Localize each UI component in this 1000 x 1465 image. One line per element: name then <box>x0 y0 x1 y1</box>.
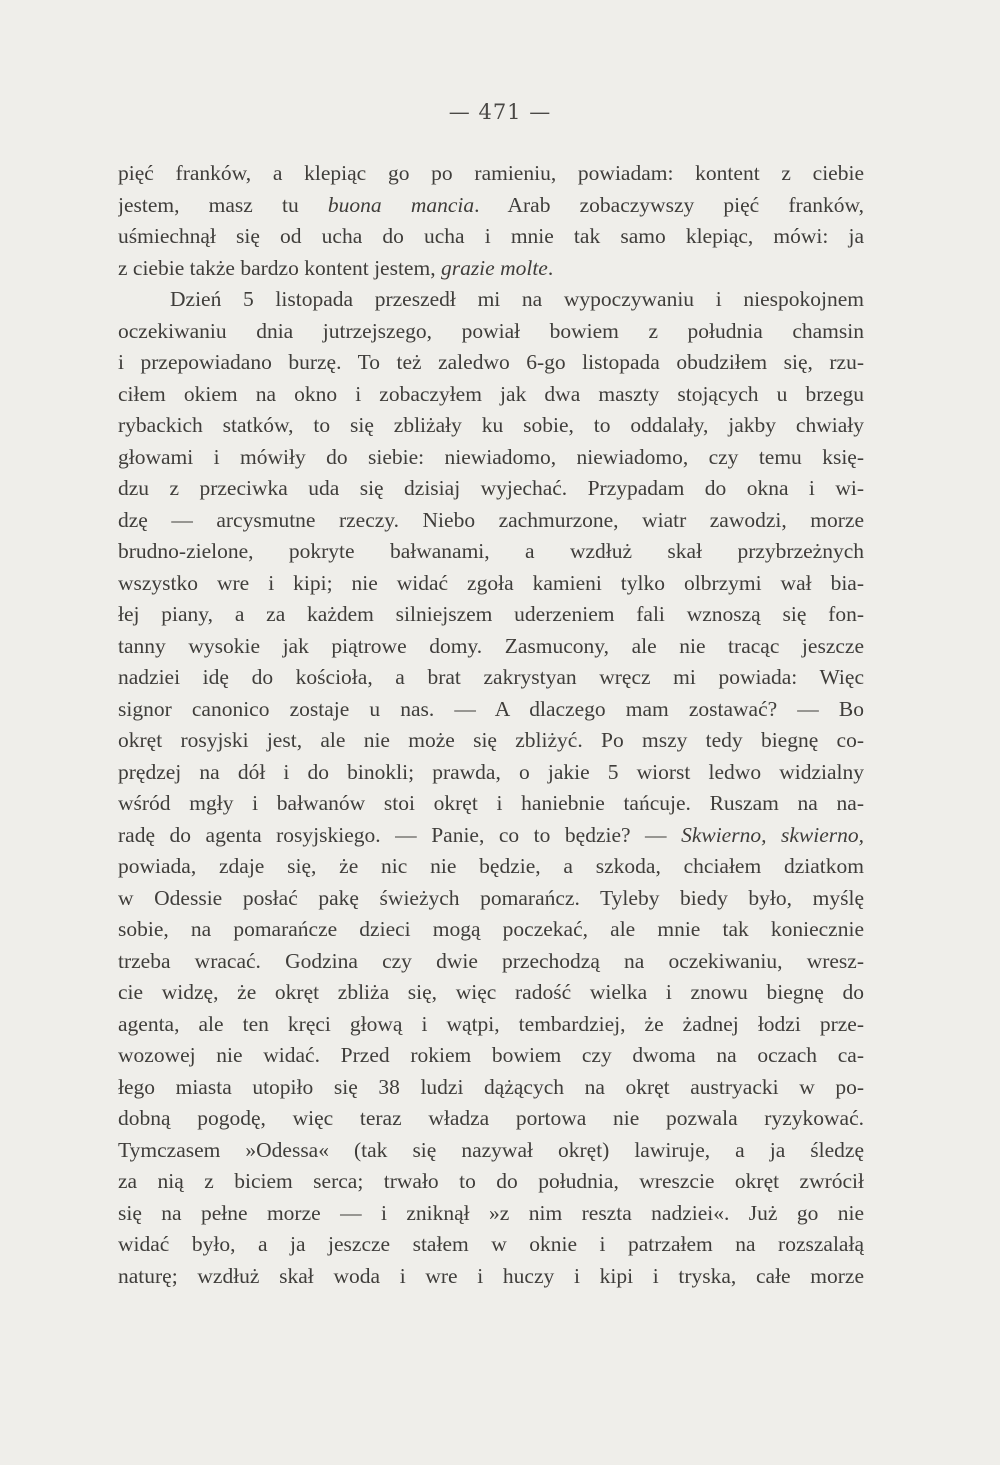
text-segment: signor canonico zostaje u nas. — A dlaczego mam zostawać? — Bo <box>118 696 864 721</box>
text-line <box>118 253 864 285</box>
text-line <box>118 820 864 852</box>
text-segment: dobną pogodę, więc teraz władza portowa nie pozwala ryzykować. <box>118 1106 864 1130</box>
text-segment: cie widzę, że okręt zbliża się, więc radość wielka i znowu biegnę do <box>118 980 864 1004</box>
text-segment: oczekiwaniu dnia jutrzejszego, powiał bowiem z południa chamsin <box>118 318 864 343</box>
text-line <box>118 1135 864 1167</box>
text-line <box>118 1261 864 1293</box>
text-segment: i przepowiadano burzę. To też zaledwo 6-go listopada obudziłem się, rzu- <box>118 350 864 374</box>
text-segment: okręt rosyjski jest, ale nie może się zbliżyć. Po mszy tedy biegnę co- <box>118 728 864 752</box>
text-line <box>118 788 864 820</box>
text-line <box>118 977 864 1009</box>
text-segment: powiada, zdaje się, że nic nie będzie, a szkoda, chciałem dziatkom <box>118 854 864 878</box>
text-segment: głowami i mówiły do siebie: niewiadomo, niewiadomo, czy temu księ- <box>118 444 864 469</box>
text-line <box>118 914 864 946</box>
text-segment: . <box>547 255 554 280</box>
text-line <box>118 190 864 222</box>
text-segment: wśród mgły i bałwanów stoi okręt i haniebnie tańcuje. Ruszam na na- <box>118 791 864 815</box>
text-segment: rybackich statków, to się zbliżały ku sobie, to oddalały, jakby chwiały <box>118 413 864 437</box>
body-text <box>118 158 864 1292</box>
text-segment: dzę — arcysmutne rzeczy. Niebo zachmurzone, wiatr zawodzi, morze <box>118 507 864 532</box>
italic-phrase: buona mancia <box>327 192 475 217</box>
text-segment: łej piany, a za każdem silniejszem uderzeniem fali wznoszą się fon- <box>118 602 864 626</box>
text-segment: naturę; wzdłuż skał woda i wre i huczy i kipi i tryska, całe morze <box>118 1263 864 1288</box>
text-line <box>118 662 864 694</box>
page-number: — 471 — <box>448 100 552 124</box>
text-segment: trzeba wracać. Godzina czy dwie przechodzą na oczekiwaniu, wresz- <box>118 948 864 973</box>
text-line <box>118 1198 864 1230</box>
text-segment: wozowej nie widać. Przed rokiem bowiem czy dwoma na oczach ca- <box>118 1043 864 1067</box>
text-segment: . Arab zobaczywszy pięć franków, <box>474 192 864 217</box>
text-segment: Dzień 5 listopada przeszedł mi na wypoczywaniu i niespokojnem <box>170 287 864 311</box>
text-segment: tanny wysokie jak piątrowe domy. Zasmucony, ale nie tracąc jeszcze <box>118 633 864 658</box>
text-line <box>118 158 864 190</box>
text-line <box>118 757 864 789</box>
text-line <box>118 883 864 915</box>
text-line <box>118 694 864 726</box>
text-segment: dzu z przeciwka uda się dzisiaj wyjechać. Przypadam do okna i wi- <box>118 476 864 500</box>
text-line <box>118 442 864 474</box>
text-line <box>118 1166 864 1198</box>
text-line <box>118 316 864 348</box>
text-line <box>118 1009 864 1041</box>
text-segment: prędzej na dół i do binokli; prawda, o jakie 5 wiorst ledwo widzialny <box>118 759 864 784</box>
text-line <box>118 725 864 757</box>
text-line <box>118 851 864 883</box>
text-segment: Tymczasem »Odessa« (tak się nazywał okręt) lawiruje, a ja śledzę <box>118 1137 864 1162</box>
text-line <box>118 1040 864 1072</box>
text-segment: pięć franków, a klepiąc go po ramieniu, powiadam: kontent z ciebie <box>118 161 864 185</box>
text-line <box>118 505 864 537</box>
text-segment: z ciebie także bardzo kontent jestem, <box>118 255 441 280</box>
text-segment: sobie, na pomarańcze dzieci mogą poczekać, ale mnie tak koniecznie <box>118 917 864 941</box>
text-segment: jestem, masz tu <box>118 192 328 217</box>
text-line <box>118 631 864 663</box>
text-segment: widać było, a ja jeszcze stałem w oknie i patrzałem na rozszalałą <box>118 1232 864 1256</box>
text-line <box>118 284 864 316</box>
text-segment: ciłem okiem na okno i zobaczyłem jak dwa maszty stojących u brzegu <box>118 381 864 406</box>
text-line <box>118 379 864 411</box>
text-segment: uśmiechnął się od ucha do ucha i mnie tak samo klepiąc, mówi: ja <box>118 224 864 248</box>
text-segment: w Odessie posłać pakę świeżych pomarańcz. Tyleby biedy było, myślę <box>118 885 864 910</box>
text-line <box>118 946 864 978</box>
text-line <box>118 473 864 505</box>
text-line <box>118 1072 864 1104</box>
text-line <box>118 599 864 631</box>
text-segment: wszystko wre i kipi; nie widać zgoła kamieni tylko olbrzymi wał bia- <box>118 570 864 595</box>
text-line <box>118 568 864 600</box>
text-line <box>118 347 864 379</box>
text-line <box>118 221 864 253</box>
italic-phrase: grazie molte <box>440 255 548 280</box>
text-segment: radę do agenta rosyjskiego. — Panie, co to będzie? — <box>118 822 682 847</box>
text-segment: się na pełne morze — i zniknął »z nim reszta nadziei«. Już go nie <box>118 1200 864 1225</box>
text-segment: łego miasta utopiło się 38 ludzi dążących na okręt austryacki w po- <box>118 1074 864 1099</box>
text-segment: brudno-zielone, pokryte bałwanami, a wzdłuż skał przybrzeżnych <box>118 539 864 563</box>
text-line <box>118 1103 864 1135</box>
text-segment: nadziei idę do kościoła, a brat zakrystyan wręcz mi powiada: Więc <box>118 665 864 689</box>
text-line <box>118 536 864 568</box>
italic-phrase: Skwierno, skwierno, <box>681 822 864 847</box>
text-segment: za nią z biciem serca; trwało to do południa, wreszcie okręt zwrócił <box>118 1169 864 1193</box>
text-segment: agenta, ale ten kręci głową i wątpi, tembardziej, że żadnej łodzi prze- <box>118 1011 864 1036</box>
text-line <box>118 1229 864 1261</box>
text-line <box>118 410 864 442</box>
